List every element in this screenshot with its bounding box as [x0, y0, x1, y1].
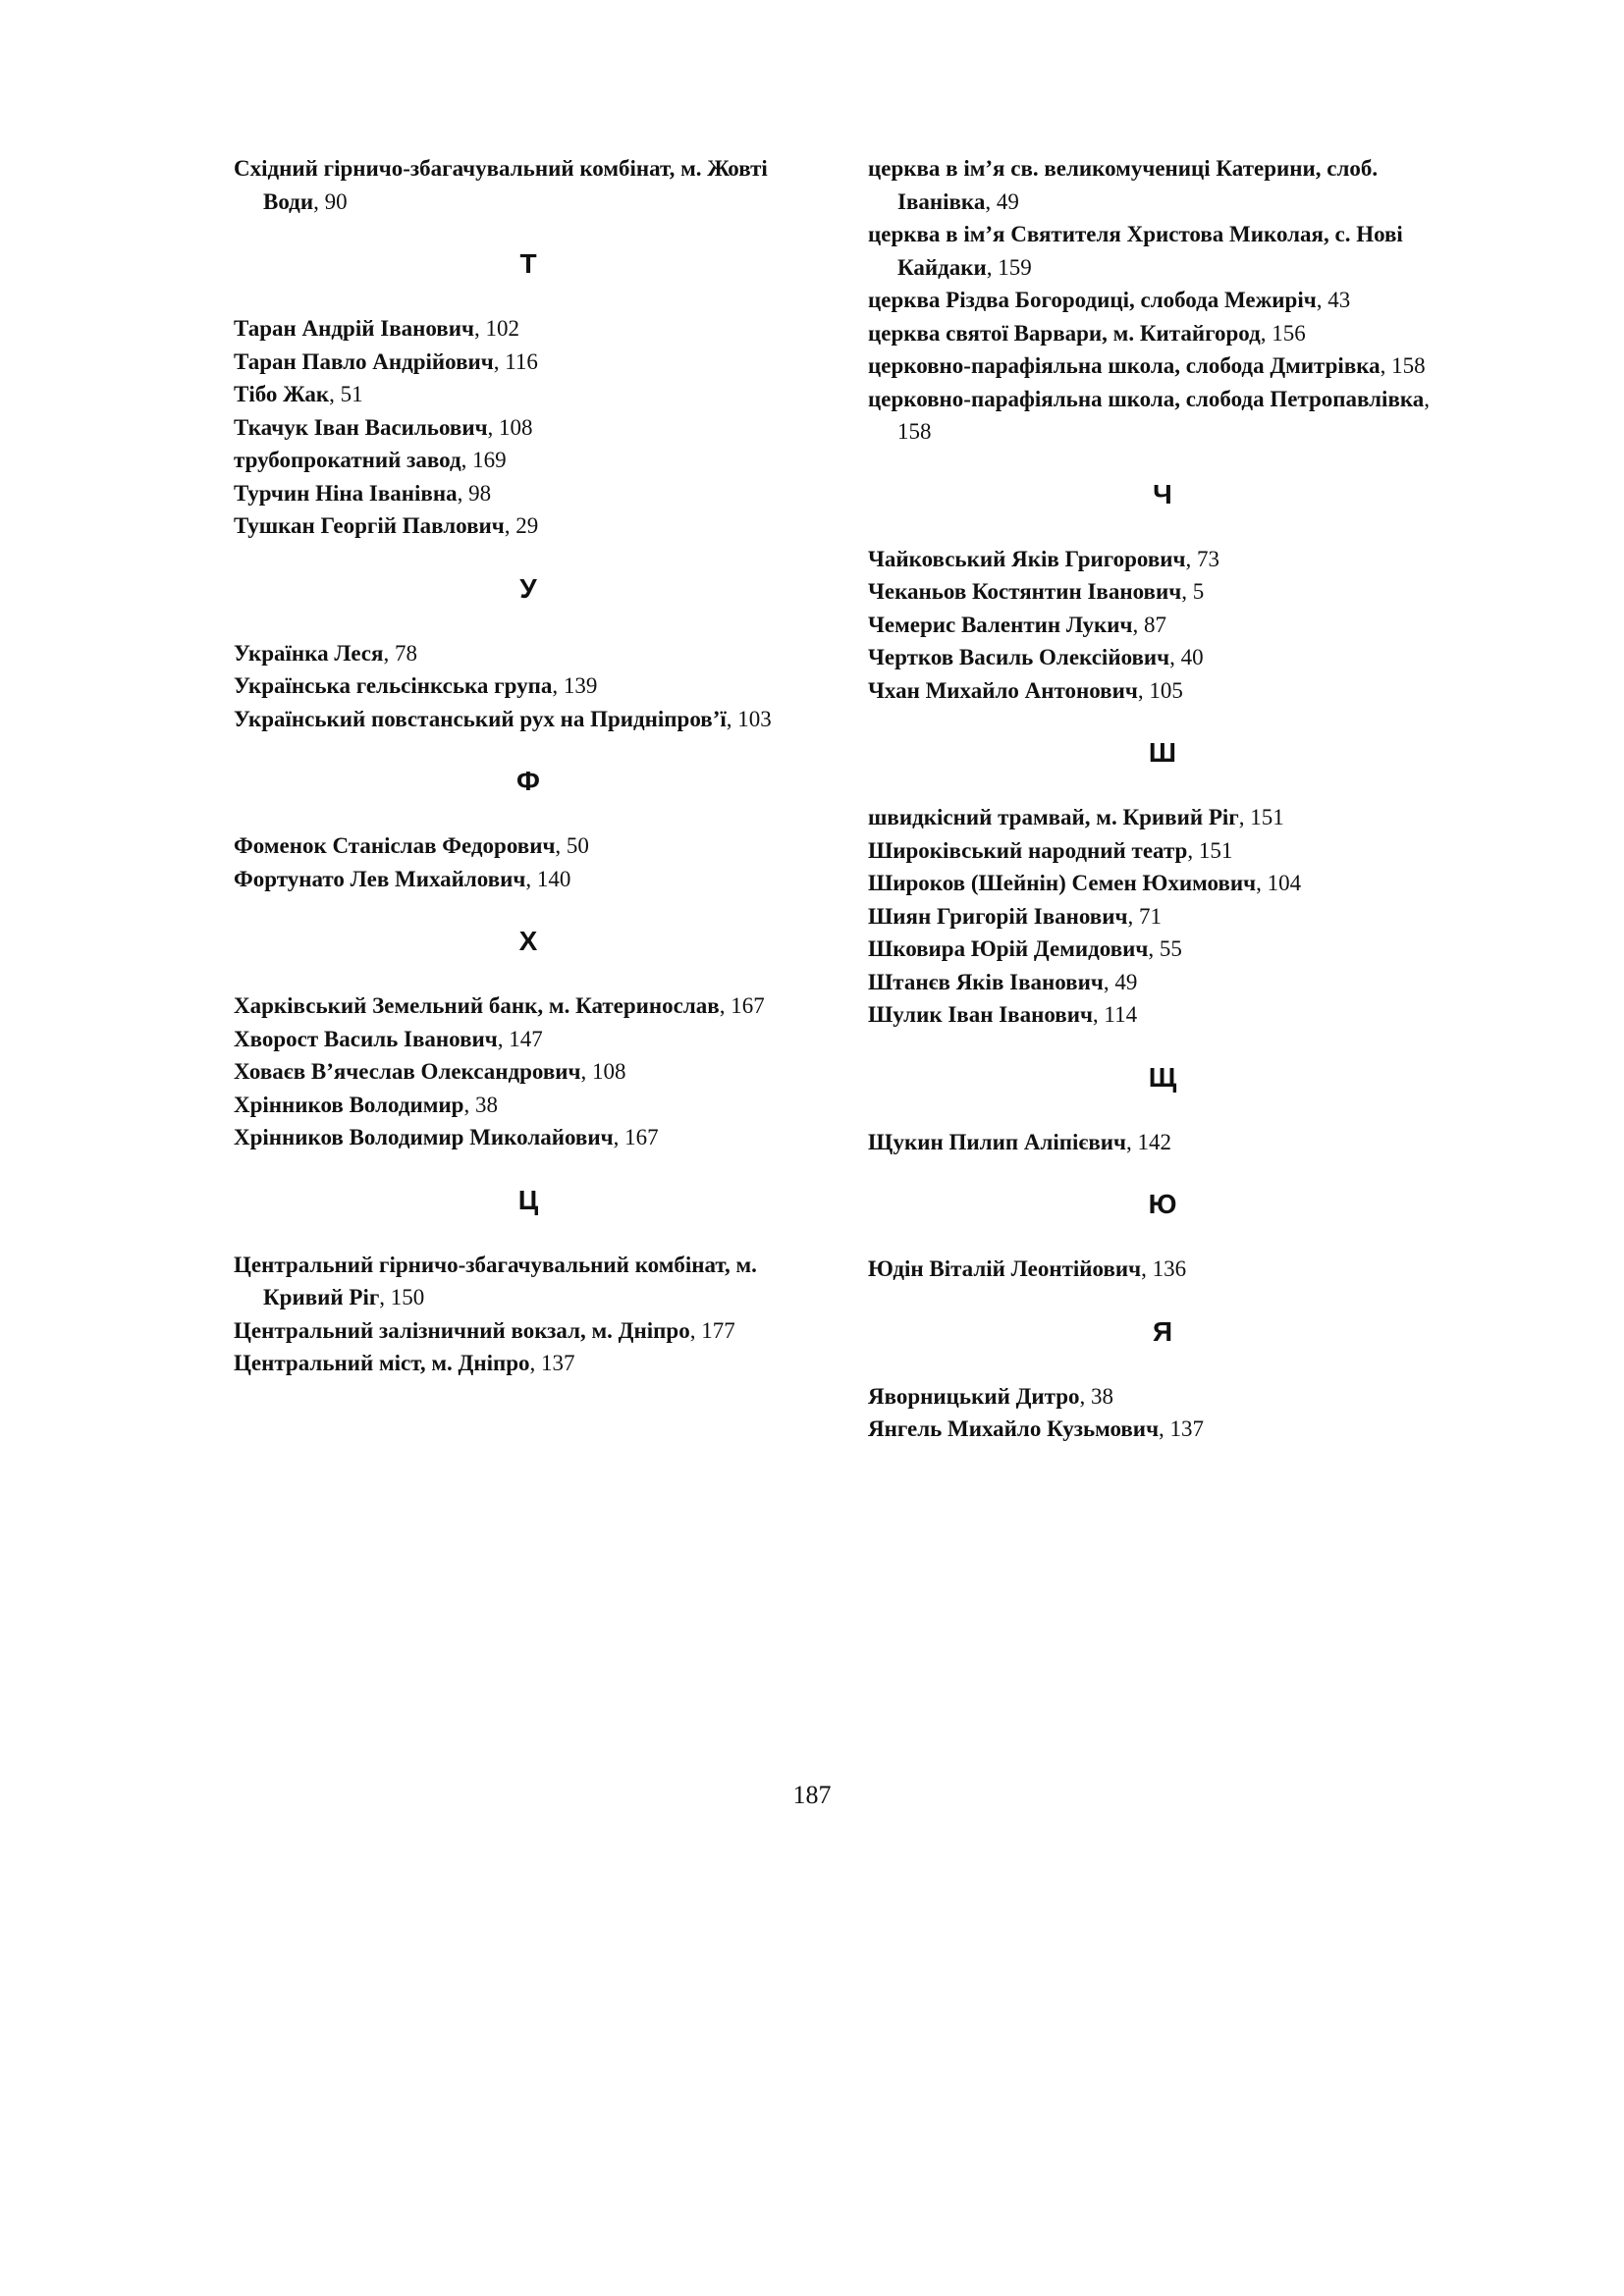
index-entry-name: Хрінников Володимир Миколайович: [234, 1125, 614, 1149]
index-entry-page: 40: [1180, 645, 1204, 669]
letter-heading: Х: [518, 926, 538, 956]
index-entry-name: Українська гельсінкська група: [234, 673, 553, 698]
index-entry-name: Яворницький Дитро: [868, 1383, 1080, 1409]
index-entry-name: Тушкан Георгій Павлович: [234, 513, 505, 538]
index-entry: Чеканьов Костянтин Іванович, 5: [868, 579, 1205, 604]
letter-heading: Я: [1152, 1315, 1173, 1347]
letter-section: [234, 247, 823, 543]
index-entry-page: 98: [468, 480, 492, 506]
index-entry: Таран Павло Андрійович, 116: [234, 348, 538, 374]
letter-section: [868, 1188, 1457, 1286]
index-entry-page: 116: [505, 348, 538, 374]
index-entry-name: церква в ім’я св. великомучениці Катерини, слоб. Іванівка: [868, 156, 1379, 214]
index-entry-page: 114: [1104, 1002, 1138, 1027]
index-entry: Українка Леся, 78: [234, 640, 417, 666]
index-entry-page: 158: [897, 419, 932, 444]
index-entry: Шулик Іван Іванович, 114: [868, 1002, 1138, 1027]
index-entry: Чертков Василь Олексійович, 40: [868, 645, 1204, 669]
index-entry: Чемерис Валентин Лукич, 87: [868, 612, 1166, 637]
index-entry: Турчин Ніна Іванівна, 98: [234, 480, 492, 506]
index-entry-page: 158: [1391, 353, 1426, 378]
letter-heading: У: [519, 572, 537, 604]
index-entry: трубопрокатний завод, 169: [234, 448, 507, 472]
index-entry-name: Штанєв Яків Іванович: [868, 969, 1104, 994]
index-entry: Українська гельсінкська група, 139: [234, 673, 598, 698]
index-entry: Харківський Земельний банк, м. Катеринослав, 167: [234, 993, 765, 1018]
index-entry: Хворост Василь Іванович, 147: [234, 1026, 543, 1051]
index-entry-name: Чертков Василь Олексійович: [868, 645, 1170, 669]
index-entry-name: Шулик Іван Іванович: [868, 1002, 1093, 1027]
index-entry-name: Східний гірничо-збагачувальний комбінат, м. Жовті Води: [234, 156, 768, 214]
index-entry-name: Ховаєв В’ячеслав Олександрович: [234, 1059, 581, 1084]
index-entry-name: церква Різдва Богородиці, слобода Межиріч: [868, 288, 1317, 312]
index-entry: Український повстанський рух на Придніпров’ї, 103: [234, 706, 772, 731]
index-entry-page: 108: [499, 414, 533, 440]
index-entry-name: церковно-парафіяльна школа, слобода Петропавлівка: [868, 386, 1425, 411]
index-entry-name: Тібо Жак: [234, 382, 330, 406]
letter-section: [234, 765, 823, 895]
index-entry-page: 104: [1267, 871, 1302, 895]
index-entry-page: 78: [394, 640, 417, 666]
index-entry-name: церква святої Варвари, м. Китайгород: [868, 320, 1261, 346]
letter-heading: Ф: [516, 766, 540, 796]
index-entry-page: 49: [1114, 969, 1138, 994]
index-entry: Тібо Жак, 51: [234, 382, 363, 406]
continued-entries: [868, 152, 1457, 449]
index-entry-page: 151: [1198, 837, 1233, 863]
index-entry-page: 55: [1159, 936, 1182, 961]
index-entry: Шиян Григорій Іванович, 71: [868, 903, 1162, 929]
index-entry-page: 137: [1169, 1416, 1205, 1441]
index-entry-name: Таран Андрій Іванович: [234, 316, 474, 341]
index-entry: Центральний міст, м. Дніпро, 137: [234, 1351, 575, 1375]
index-entry-name: Широківський народний театр: [868, 837, 1188, 863]
index-entry-name: трубопрокатний завод: [234, 448, 461, 472]
index-entry-page: 108: [591, 1059, 626, 1084]
index-entry: Юдін Віталій Леонтійович, 136: [868, 1256, 1187, 1281]
index-entry-page: 169: [472, 448, 507, 472]
index-entry-page: 51: [340, 382, 363, 406]
index-entry: церква в ім’я Святителя Христова Миколая, с. Нові Кайдаки, 159: [868, 222, 1403, 280]
index-entry-page: 103: [737, 706, 772, 731]
index-entry: Таран Андрій Іванович, 102: [234, 316, 519, 341]
index-entry-name: Український повстанський рух на Придніпров’ї: [234, 706, 727, 731]
index-right-column: [868, 152, 1457, 1446]
index-entry-name: Харківський Земельний банк, м. Катеринослав: [234, 993, 720, 1018]
index-entry-page: 105: [1149, 677, 1183, 703]
index-entry: церква Різдва Богородиці, слобода Межиріч, 43: [868, 288, 1351, 312]
index-entry-name: Фоменок Станіслав Федорович: [234, 833, 556, 858]
index-entry: Хрінников Володимир, 38: [234, 1092, 498, 1117]
index-entry: Ховаєв В’ячеслав Олександрович, 108: [234, 1059, 626, 1084]
index-entry: Яворницький Дитро, 38: [868, 1383, 1114, 1409]
index-left-column: [234, 152, 823, 1380]
index-entry-page: 147: [509, 1026, 543, 1051]
page-number: 187: [792, 1781, 832, 1809]
index-entry-page: 139: [563, 673, 598, 698]
letter-heading: Ю: [1148, 1189, 1177, 1219]
letter-heading: Щ: [1148, 1061, 1177, 1093]
continued-entries: [234, 152, 823, 218]
index-entry-page: 38: [1091, 1383, 1114, 1409]
index-entry-name: церква в ім’я Святителя Христова Миколая, с. Нові Кайдаки: [868, 222, 1403, 280]
index-entry: церква святої Варвари, м. Китайгород, 156: [868, 320, 1306, 346]
letter-section: [868, 736, 1457, 1032]
index-entry-name: Юдін Віталій Леонтійович: [868, 1256, 1142, 1281]
index-entry-name: Таран Павло Андрійович: [234, 348, 494, 374]
index-entry: Чхан Михайло Антонович, 105: [868, 677, 1183, 703]
letter-section: [868, 1061, 1457, 1159]
index-entry-name: Чайковський Яків Григорович: [868, 546, 1186, 571]
index-entry-page: 151: [1250, 805, 1284, 829]
letter-heading: Ц: [517, 1184, 539, 1215]
index-entry: Тушкан Георгій Павлович, 29: [234, 513, 539, 538]
index-entry: Шковира Юрій Демидович, 55: [868, 936, 1182, 961]
index-entry-name: Чемерис Валентин Лукич: [868, 612, 1133, 637]
index-entry: Центральний гірничо-збагачувальний комбінат, м. Кривий Ріг, 150: [234, 1252, 757, 1309]
index-entry: церковно-парафіяльна школа, слобода Дмитрівка, 158: [868, 353, 1426, 378]
index-entry-name: швидкісний трамвай, м. Кривий Ріг: [868, 805, 1239, 829]
index-entry-name: Чхан Михайло Антонович: [868, 677, 1138, 703]
index-entry-page: 142: [1137, 1129, 1171, 1154]
index-entry: Східний гірничо-збагачувальний комбінат, м. Жовті Води, 90: [234, 156, 768, 214]
letter-heading: Ч: [1153, 478, 1172, 509]
letter-section: [868, 478, 1457, 708]
index-entry: церква в ім’я св. великомучениці Катерини, слоб. Іванівка, 49: [868, 156, 1379, 214]
index-entry-page: 49: [996, 188, 1019, 214]
index-entry-page: 73: [1196, 546, 1219, 571]
index-entry-name: Хворост Василь Іванович: [234, 1026, 498, 1051]
index-entry-name: Ткачук Іван Васильович: [234, 414, 488, 440]
index-entry-page: 177: [701, 1317, 735, 1343]
index-entry: Фортунато Лев Михайлович, 140: [234, 866, 571, 891]
index-entry-page: 137: [541, 1351, 575, 1375]
index-entry: Широков (Шейнін) Семен Юхимович, 104: [868, 871, 1302, 895]
index-entry-page: 150: [390, 1285, 425, 1309]
index-entry-page: 136: [1152, 1256, 1187, 1281]
index-entry-name: Щукин Пилип Аліпієвич: [868, 1129, 1126, 1154]
index-entry: Ткачук Іван Васильович, 108: [234, 414, 533, 440]
index-entry: Фоменок Станіслав Федорович, 50: [234, 833, 589, 858]
index-entry-page: 29: [515, 513, 539, 538]
index-entry-name: Янгель Михайло Кузьмович: [868, 1416, 1160, 1441]
letter-heading: Т: [519, 248, 537, 279]
index-entry-page: 159: [998, 254, 1032, 280]
index-entry: Чайковський Яків Григорович, 73: [868, 546, 1219, 571]
index-entry-name: Чеканьов Костянтин Іванович: [868, 579, 1182, 604]
index-entry: швидкісний трамвай, м. Кривий Ріг, 151: [868, 805, 1284, 829]
index-entry-name: Українка Леся: [234, 640, 384, 666]
letter-section: [868, 1315, 1457, 1446]
index-entry-page: 90: [324, 188, 348, 214]
letter-section: [234, 1184, 823, 1380]
index-entry-name: Хрінников Володимир: [234, 1092, 464, 1117]
letter-heading: Ш: [1148, 737, 1177, 768]
index-entry: Штанєв Яків Іванович, 49: [868, 969, 1138, 994]
index-entry-name: Центральний залізничний вокзал, м. Дніпро: [234, 1317, 690, 1343]
index-entry: Янгель Михайло Кузьмович, 137: [868, 1416, 1205, 1441]
index-entry-page: 71: [1138, 903, 1162, 929]
index-entry-page: 43: [1327, 288, 1351, 312]
index-entry: Хрінников Володимир Миколайович, 167: [234, 1125, 659, 1149]
index-entry-name: Широков (Шейнін) Семен Юхимович: [868, 871, 1257, 895]
index-entry-page: 140: [536, 866, 571, 891]
index-entry-page: 87: [1143, 612, 1166, 637]
index-entry: Центральний залізничний вокзал, м. Дніпро, 177: [234, 1317, 735, 1343]
index-entry-page: 38: [474, 1092, 498, 1117]
index-entry-name: Центральний гірничо-збагачувальний комбінат, м. Кривий Ріг: [234, 1252, 757, 1309]
index-entry-page: 5: [1192, 579, 1205, 604]
index-entry-page: 102: [485, 316, 519, 341]
index-entry-name: Фортунато Лев Михайлович: [234, 866, 526, 891]
letter-section: [234, 572, 823, 736]
index-entry-page: 50: [566, 833, 589, 858]
index-entry-name: Шковира Юрій Демидович: [868, 936, 1149, 961]
index-entry-page: 167: [731, 993, 765, 1018]
index-entry-page: 167: [624, 1125, 659, 1149]
index-entry-name: церковно-парафіяльна школа, слобода Дмитрівка: [868, 353, 1380, 378]
index-entry-name: Шиян Григорій Іванович: [868, 903, 1128, 929]
index-entry-name: Турчин Ніна Іванівна: [234, 480, 458, 506]
index-entry: церковно-парафіяльна школа, слобода Петропавлівка, 158: [868, 386, 1431, 444]
index-entry-name: Центральний міст, м. Дніпро: [234, 1351, 530, 1375]
index-entry-page: 156: [1272, 320, 1306, 346]
index-entry: Широківський народний театр, 151: [868, 837, 1233, 863]
index-entry: Щукин Пилип Аліпієвич, 142: [868, 1129, 1171, 1154]
letter-section: [234, 925, 823, 1154]
